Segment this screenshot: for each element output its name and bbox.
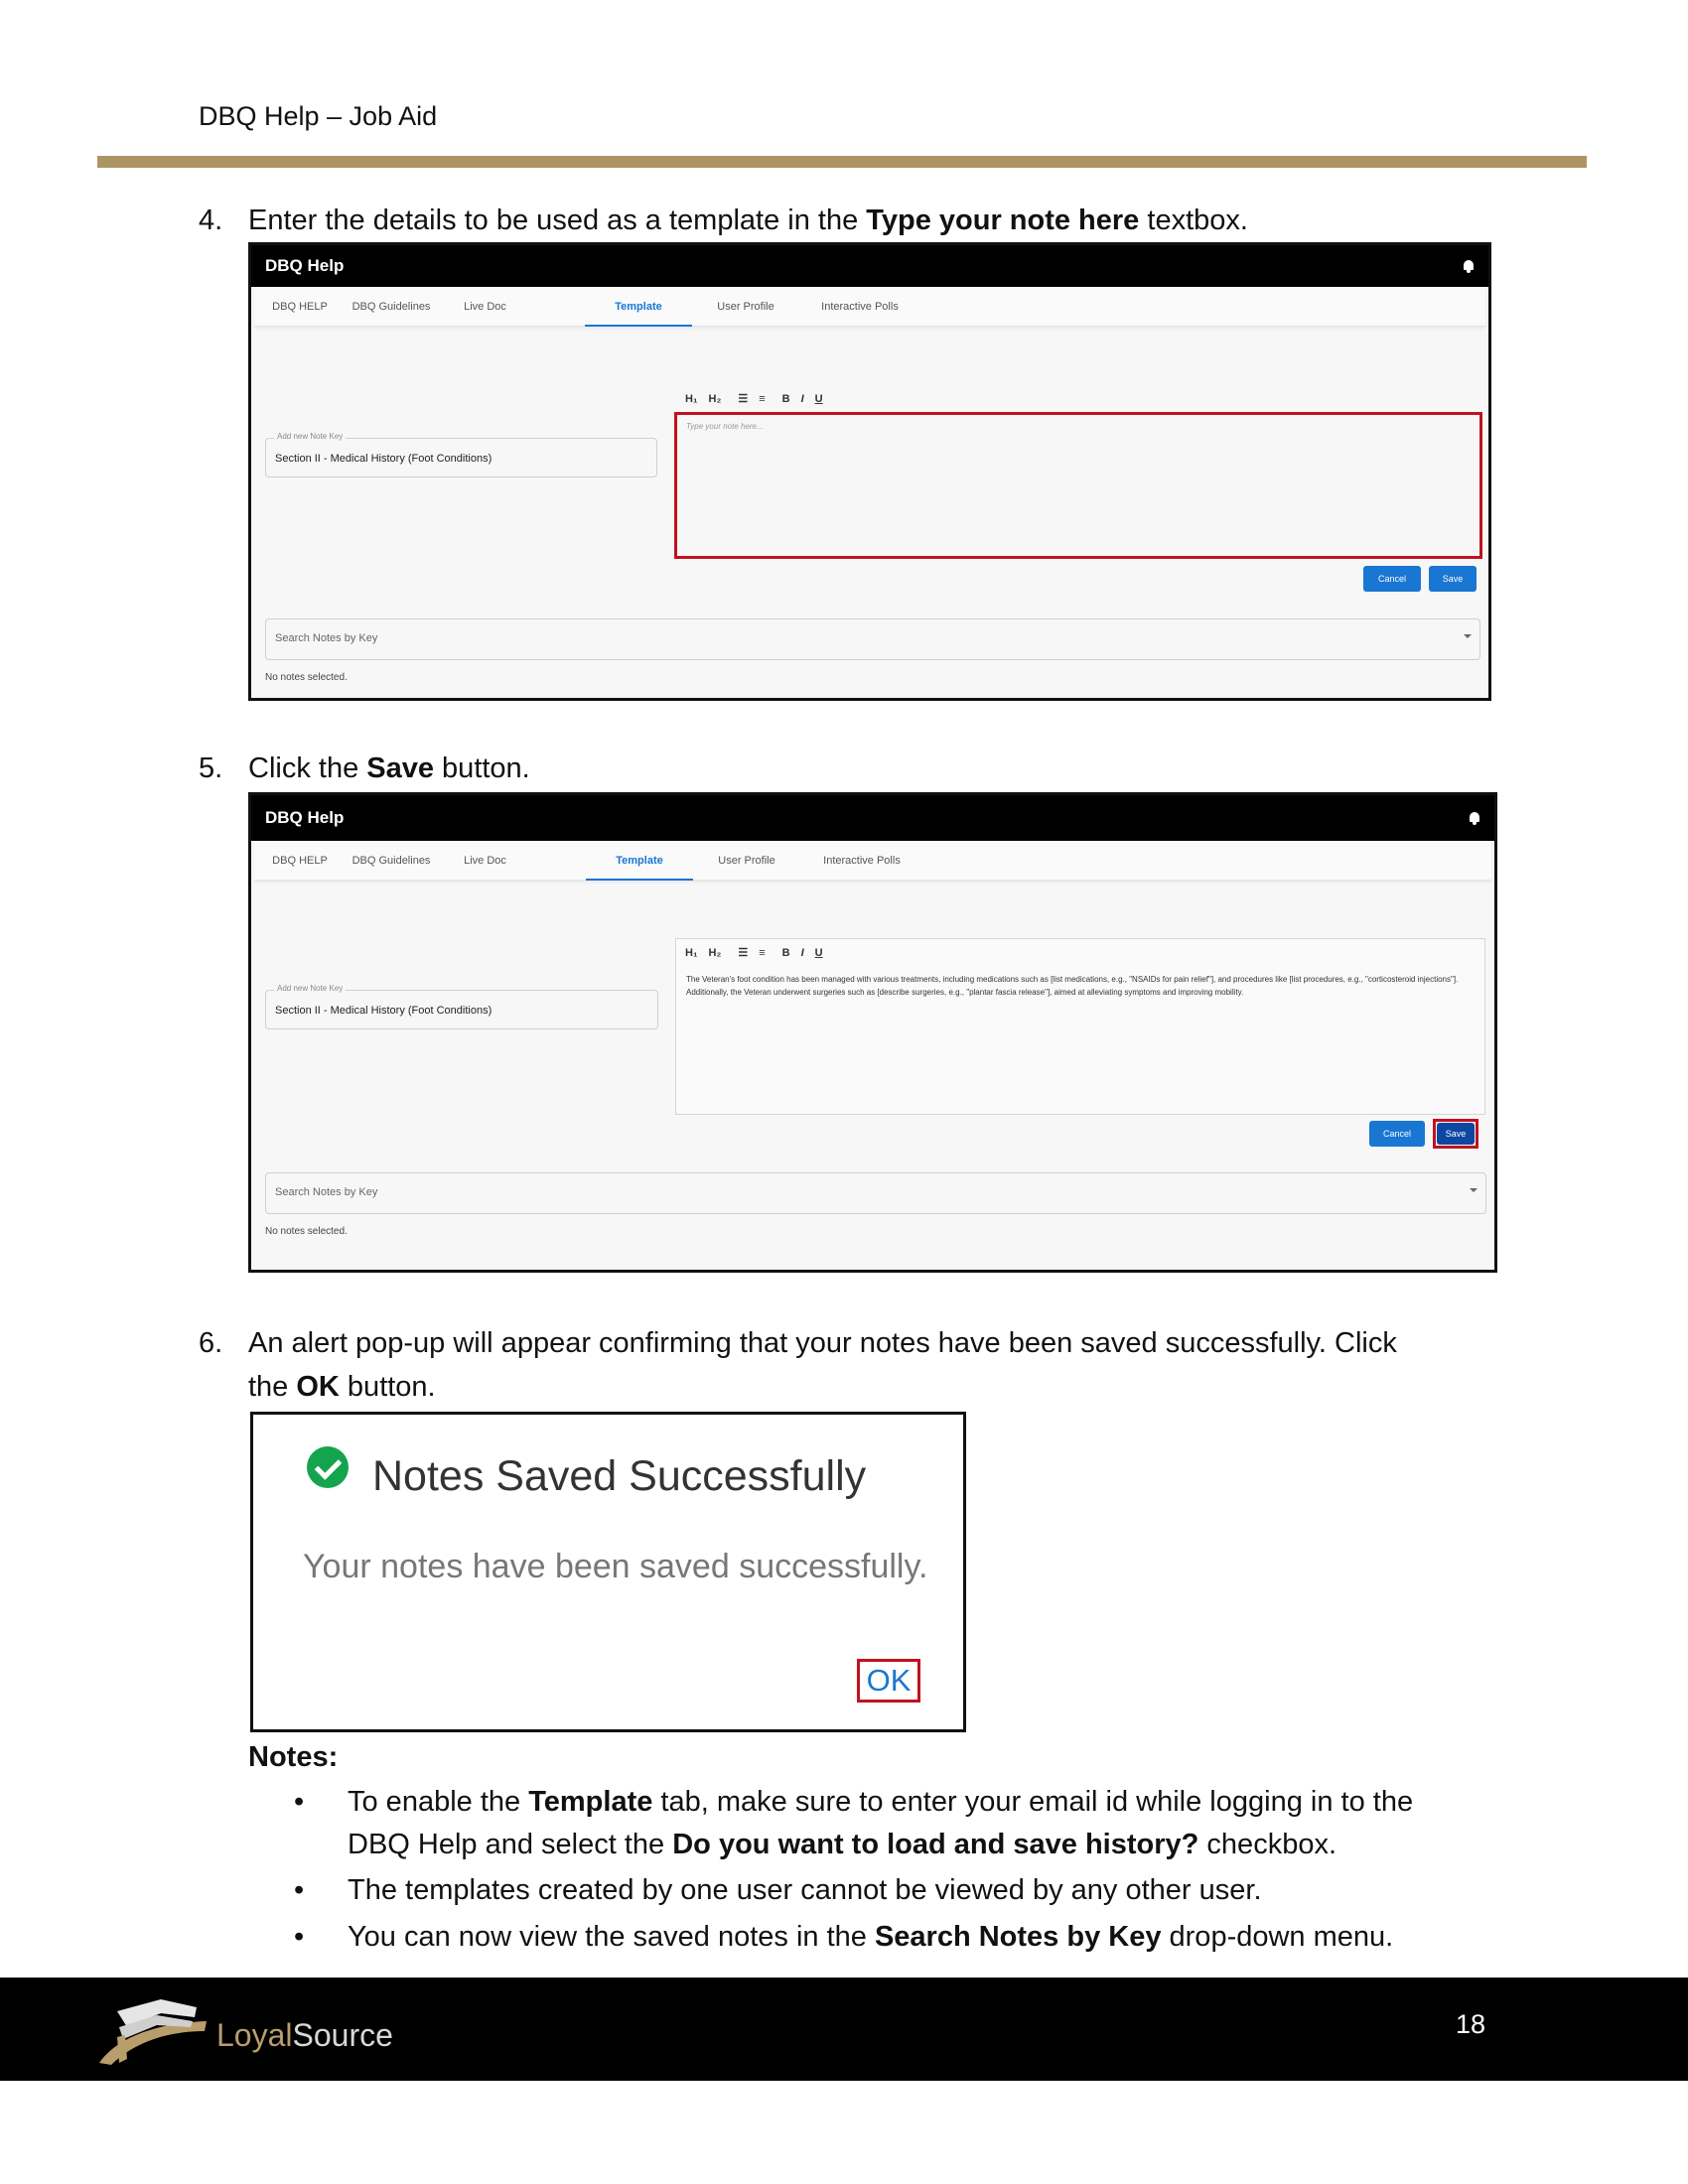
ordered-list-icon[interactable]: ☰ [738, 393, 749, 405]
tab-live-doc[interactable]: Live Doc [464, 301, 506, 313]
app-title: DBQ Help [265, 808, 345, 827]
step-number: 4. [199, 205, 223, 236]
app-topbar [251, 245, 1488, 287]
step-text-line1: An alert pop-up will appear confirming that your notes have been saved successfully. Click [248, 1327, 1397, 1359]
no-notes-text: No notes selected. [265, 1226, 348, 1237]
tab-dbq-guidelines[interactable]: DBQ Guidelines [352, 855, 431, 867]
tab-dbq-help[interactable]: DBQ HELP [272, 301, 328, 313]
search-notes-dropdown[interactable] [265, 618, 1480, 660]
app-screenshot-editor-empty [248, 242, 1491, 701]
ordered-list-icon[interactable]: ☰ [738, 947, 749, 959]
search-notes-placeholder: Search Notes by Key [275, 632, 378, 644]
tab-interactive-polls[interactable]: Interactive Polls [821, 301, 899, 313]
step-text: Enter the details to be used as a template in the Type your note here textbox. [248, 205, 1248, 236]
underline-icon[interactable]: U [814, 393, 823, 405]
tab-interactive-polls[interactable]: Interactive Polls [823, 855, 901, 867]
notes-heading: Notes: [248, 1741, 339, 1773]
tab-template[interactable]: Template [585, 287, 692, 327]
step-6-line2: the OK button. [248, 1371, 436, 1403]
cancel-button[interactable]: Cancel [1369, 1121, 1425, 1147]
check-circle-icon [307, 1446, 349, 1488]
heading1-icon[interactable]: H₁ [685, 393, 698, 405]
underline-icon[interactable]: U [814, 947, 823, 959]
app-topbar [251, 795, 1494, 841]
bell-icon[interactable] [1463, 260, 1475, 273]
editor-toolbar [685, 392, 834, 405]
bullet-dot: • [294, 1921, 305, 1953]
note-editor[interactable] [675, 938, 1485, 1115]
ok-button[interactable]: OK [857, 1659, 920, 1703]
tab-live-doc[interactable]: Live Doc [464, 855, 506, 867]
step-text: Click the Save button. [248, 752, 530, 784]
page-footer [0, 1978, 1688, 2081]
heading2-icon[interactable]: H₂ [708, 947, 722, 959]
save-button[interactable]: Save [1429, 566, 1477, 592]
note-key-label: Add new Note Key [274, 984, 346, 993]
step-number: 6. [199, 1327, 223, 1359]
bell-icon[interactable] [1469, 812, 1480, 825]
app-screenshot-editor-filled [248, 792, 1497, 1273]
note-key-value: Section II - Medical History (Foot Conditions) [275, 453, 492, 465]
italic-icon[interactable]: I [800, 393, 804, 405]
document-header: DBQ Help – Job Aid [199, 101, 438, 131]
note-key-field[interactable] [265, 432, 657, 478]
editor-toolbar [676, 939, 1484, 967]
header-rule [97, 156, 1587, 168]
loyalsource-logo-text: LoyalSource [216, 2017, 393, 2053]
save-button[interactable]: Save [1437, 1123, 1475, 1145]
bold-icon[interactable]: B [781, 393, 790, 405]
tab-bar [254, 287, 1485, 327]
heading1-icon[interactable]: H₁ [685, 947, 698, 959]
app-title: DBQ Help [265, 256, 345, 275]
note-editor-content: The Veteran's foot condition has been managed with various treatments, including medications such as [list medications, e.g., "NSAIDs for pain relief"], and procedures like [list procedures, e.g., "corticosteroid injections"]. Additionally, the Veteran underwent surgeries such as [describe surgeries, e.g., "plantar fascia release"], aimed at alleviating symptoms and improving mobility. [686, 975, 1459, 997]
no-notes-text: No notes selected. [265, 672, 348, 683]
step-number: 5. [199, 752, 223, 784]
note-item-1-line2: DBQ Help and select the Do you want to load and save history? checkbox. [348, 1829, 1337, 1860]
heading2-icon[interactable]: H₂ [708, 393, 722, 405]
cancel-button[interactable]: Cancel [1363, 566, 1421, 592]
loyalsource-logo-icon [97, 1997, 209, 2067]
note-editor-placeholder: Type your note here... [686, 422, 764, 431]
search-notes-placeholder: Search Notes by Key [275, 1186, 378, 1198]
tab-user-profile[interactable]: User Profile [718, 855, 775, 867]
dialog-title: Notes Saved Successfully [372, 1452, 867, 1500]
note-key-label: Add new Note Key [274, 432, 346, 441]
tab-bar [254, 841, 1491, 881]
tab-dbq-guidelines[interactable]: DBQ Guidelines [352, 301, 431, 313]
note-item-2: The templates created by one user cannot be viewed by any other user. [348, 1874, 1262, 1906]
search-notes-dropdown[interactable] [265, 1172, 1486, 1214]
bold-icon[interactable]: B [781, 947, 790, 959]
bullet-list-icon[interactable]: ≡ [759, 947, 766, 959]
highlight-save-button [1433, 1119, 1478, 1149]
chevron-down-icon[interactable] [1470, 1188, 1477, 1192]
note-item-1-line1: To enable the Template tab, make sure to enter your email id while logging in to the [348, 1786, 1414, 1818]
bullet-dot: • [294, 1786, 305, 1818]
chevron-down-icon[interactable] [1464, 634, 1472, 638]
dialog-message: Your notes have been saved successfully. [303, 1548, 928, 1585]
success-dialog [250, 1412, 966, 1732]
italic-icon[interactable]: I [800, 947, 804, 959]
note-item-3: You can now view the saved notes in the Search Notes by Key drop-down menu. [348, 1921, 1394, 1953]
note-key-value: Section II - Medical History (Foot Conditions) [275, 1005, 492, 1017]
tab-user-profile[interactable]: User Profile [717, 301, 774, 313]
tab-template[interactable]: Template [586, 841, 693, 881]
tab-dbq-help[interactable]: DBQ HELP [272, 855, 328, 867]
note-key-field[interactable] [265, 984, 658, 1029]
page-number: 18 [1456, 2009, 1486, 2039]
bullet-dot: • [294, 1874, 305, 1906]
highlight-note-editor [674, 412, 1482, 559]
bullet-list-icon[interactable]: ≡ [759, 393, 766, 405]
